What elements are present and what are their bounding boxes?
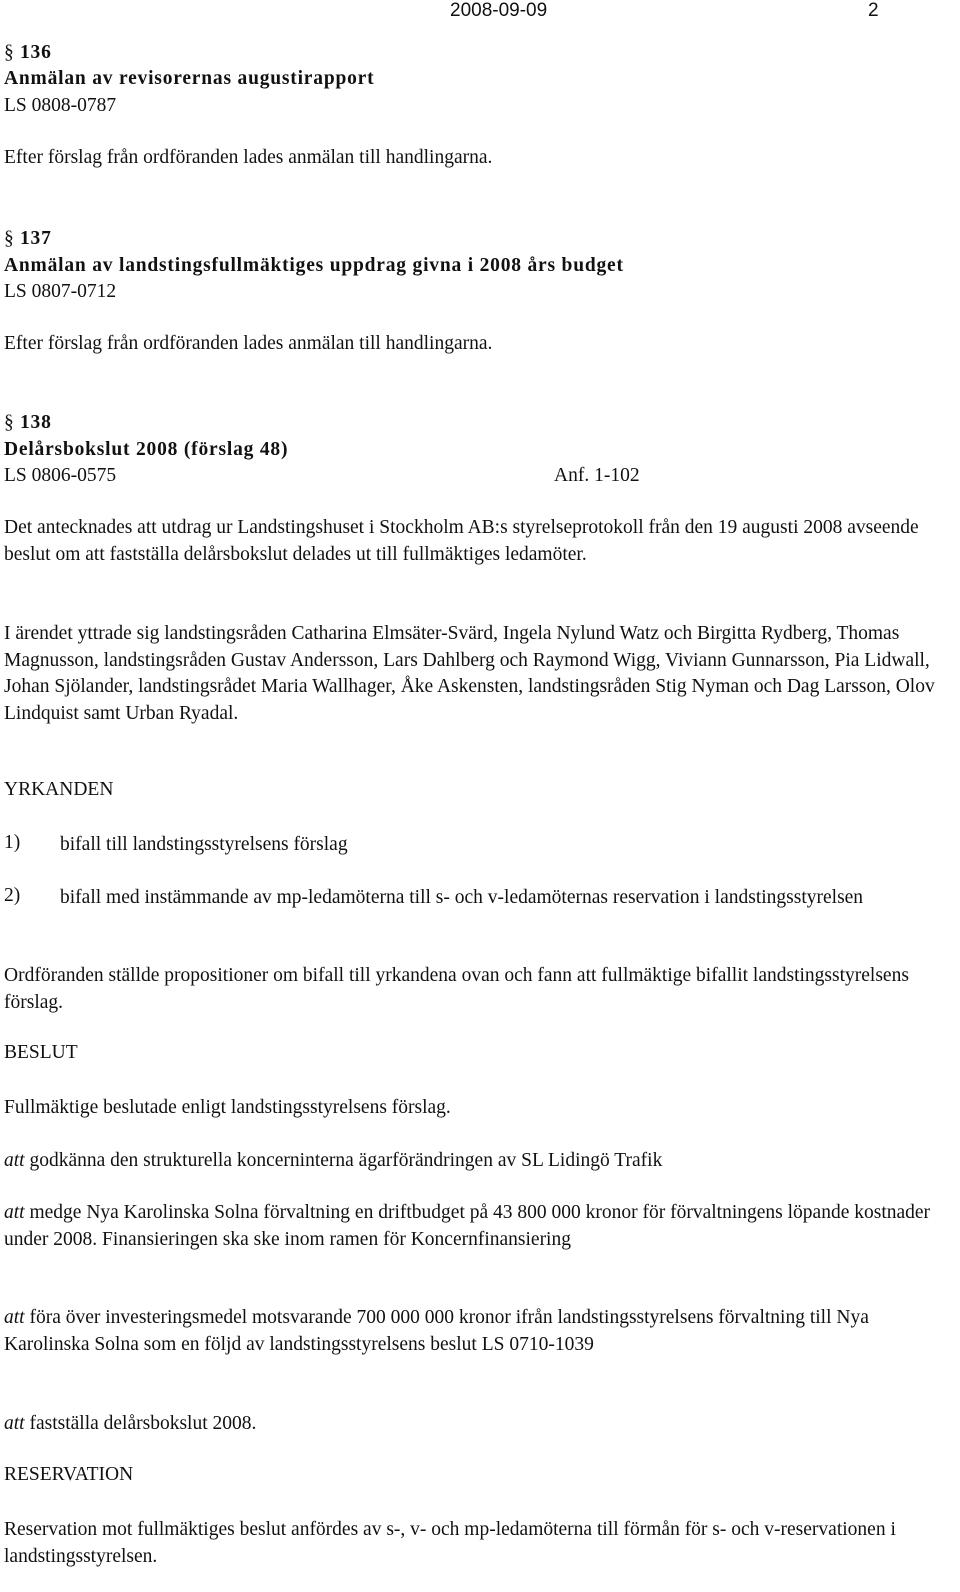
yrkande-1-number: 1): [4, 832, 21, 853]
yrkande-2-text: bifall med instämmande av mp-ledamöterna till s- och v-ledamöternas reservation i landstingsstyrelsen: [60, 887, 864, 908]
paragraph-speakers: I ärendet yttrade sig landstingsråden Catharina Elmsäter-Svärd, Ingela Nylund Watz och Birgitta Rydberg, Thomas Magnusson, landstingsråden Gustav Andersson, Lars Dahlberg och Raymond Wigg, Viviann Gunnarsson, Pia Lidwall, Johan Sjölander, landstingsrådet Maria Wallhager, Åke Askensten, landstingsråden Stig Nyman och Dag Larsson, Olov Lindquist samt Urban Ryadal.: [4, 623, 935, 724]
att-item-3: [4, 1305, 944, 1358]
att-item-text: medge Nya Karolinska Solna förvaltning en driftbudget på 43 800 000 kronor för förvaltningens löpande kostnader under 2008. Finansieringen ska ske inom ramen för Koncernfinansiering: [4, 1202, 931, 1250]
section-symbol: §: [4, 412, 15, 433]
section-138-anf: Anf. 1-102: [554, 465, 640, 486]
section-number: 136: [20, 42, 52, 63]
section-136-text: Efter förslag från ordföranden lades anmälan till handlingarna.: [4, 147, 493, 168]
att-item-text: föra över investeringsmedel motsvarande 700 000 000 kronor ifrån landstingsstyrelsens förvaltning till Nya Karolinska Solna som en följd av landstingsstyrelsens beslut LS 0710-1039: [4, 1307, 869, 1355]
section-symbol: §: [4, 228, 15, 249]
section-138-title: Delårsbokslut 2008 (förslag 48): [4, 439, 289, 460]
beslut-label: BESLUT: [4, 1042, 78, 1063]
section-137-title: Anmälan av landstingsfullmäktiges uppdrag givna i 2008 års budget: [4, 255, 624, 276]
att-word: att: [4, 1202, 25, 1223]
section-136-ref: LS 0808-0787: [4, 95, 117, 116]
att-item-1: [4, 1148, 944, 1175]
att-item-2: [4, 1200, 944, 1253]
att-item-4: [4, 1411, 944, 1438]
reservation-text: Reservation mot fullmäktiges beslut anfördes av s-, v- och mp-ledamöterna till förmån för s- och v-reservationen i landstingsstyrelsen.: [4, 1519, 896, 1567]
section-137-heading: [4, 228, 52, 250]
section-symbol: §: [4, 42, 15, 63]
section-136-heading: [4, 42, 52, 64]
section-137-text: Efter förslag från ordföranden lades anmälan till handlingarna.: [4, 333, 493, 354]
att-item-text: fastställa delårsbokslut 2008.: [29, 1413, 257, 1434]
yrkande-2-number: 2): [4, 885, 21, 906]
section-number: 137: [20, 228, 52, 249]
section-138-ref: LS 0806-0575: [4, 465, 117, 486]
att-word: att: [4, 1413, 25, 1434]
yrkanden-label: YRKANDEN: [4, 779, 114, 800]
att-word: att: [4, 1307, 25, 1328]
section-number: 138: [20, 412, 52, 433]
paragraph-utdrag: Det antecknades att utdrag ur Landstingshuset i Stockholm AB:s styrelseprotokoll från den 19 augusti 2008 avseende beslut om att fastställa delårsbokslut delades ut till fullmäktiges ledamöter.: [4, 517, 919, 565]
att-word: att: [4, 1150, 25, 1171]
yrkande-1-text: bifall till landstingsstyrelsens förslag: [60, 834, 348, 855]
att-item-text: godkänna den strukturella koncerninterna ägarförändringen av SL Lidingö Trafik: [29, 1150, 663, 1171]
beslut-intro: Fullmäktige beslutade enligt landstingsstyrelsens förslag.: [4, 1097, 451, 1118]
page-number: 2: [868, 0, 879, 21]
proposition-paragraph: Ordföranden ställde propositioner om bifall till yrkandena ovan och fann att fullmäktige bifallit landstingsstyrelsens förslag.: [4, 965, 909, 1013]
section-136-title: Anmälan av revisorernas augustirapport: [4, 68, 375, 89]
section-138-heading: [4, 412, 52, 434]
reservation-label: RESERVATION: [4, 1464, 134, 1485]
section-137-ref: LS 0807-0712: [4, 281, 117, 302]
document-date: 2008-09-09: [450, 0, 548, 21]
